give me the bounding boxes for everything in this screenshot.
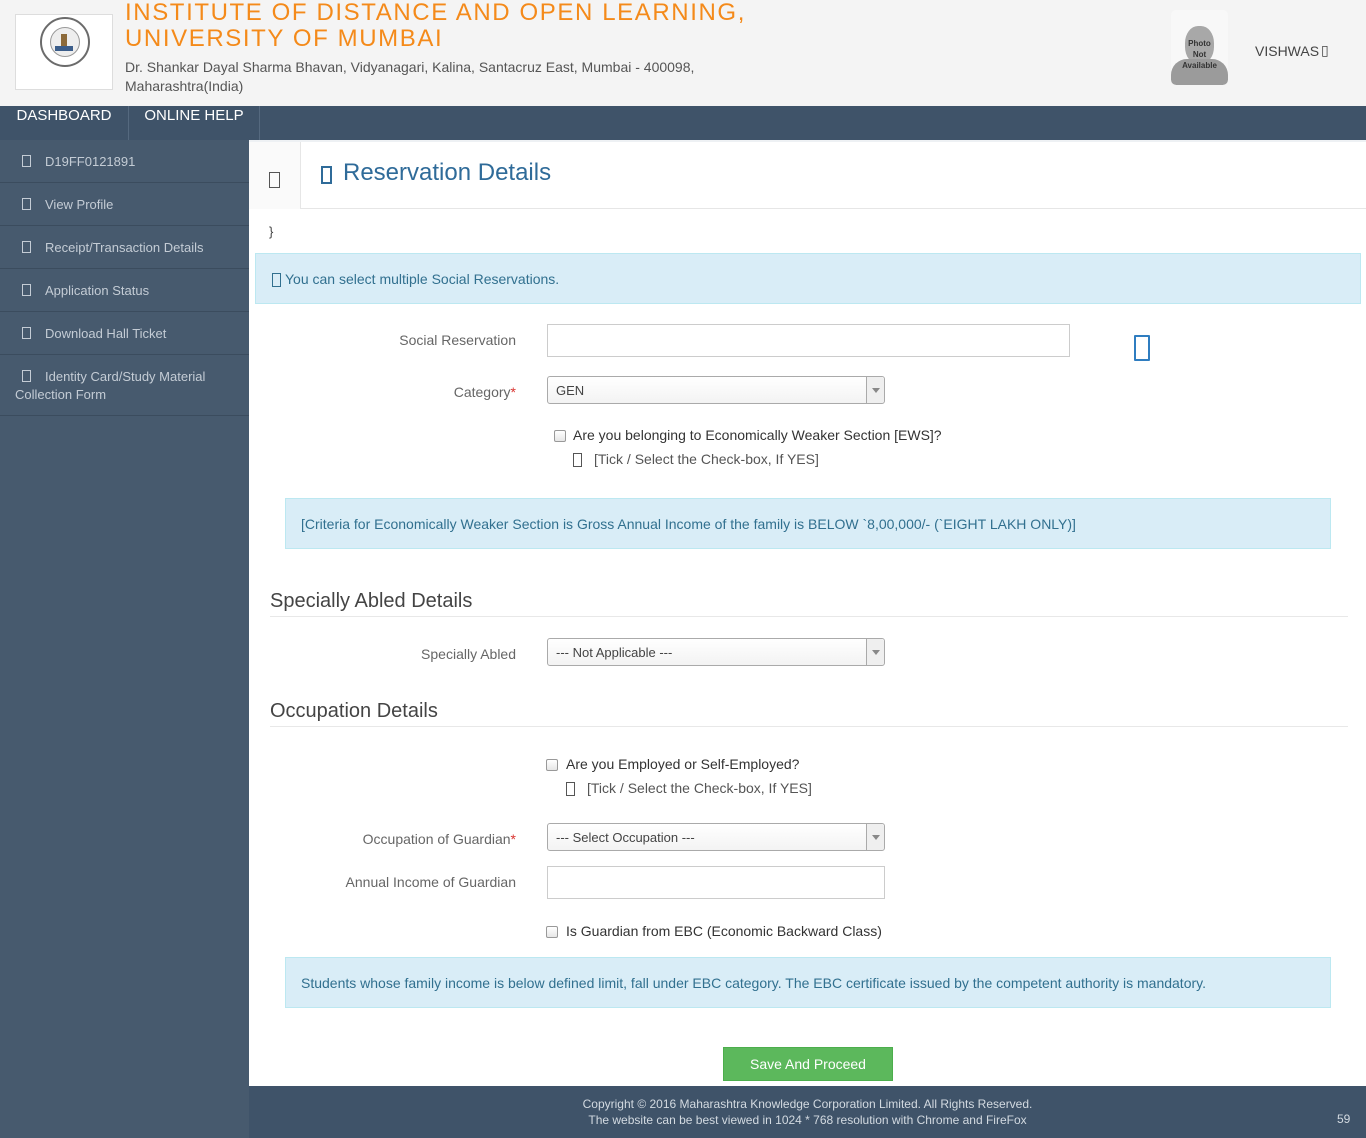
page-header <box>249 140 1366 209</box>
status-icon <box>22 284 31 296</box>
ebc-info-alert <box>285 957 1331 1008</box>
sidebar-item-label: Application Status <box>45 283 150 298</box>
site-footer <box>249 1086 1366 1138</box>
specially-abled-section-title: Specially Abled Details <box>270 590 1348 617</box>
university-logo <box>15 14 113 90</box>
user-icon <box>22 155 31 167</box>
guardian-income-input[interactable] <box>547 866 885 899</box>
footer-browser-note: The website can be best viewed in 1024 * 768 resolution with Chrome and FireFox <box>588 1113 1027 1127</box>
employed-checkbox-label: Are you Employed or Self-Employed? <box>566 756 800 772</box>
nav-online-help-label: ONLINE HELP <box>144 107 244 124</box>
add-reservation-icon[interactable] <box>1134 335 1150 361</box>
chevron-down-icon <box>866 824 884 850</box>
ews-checkbox[interactable] <box>554 430 566 442</box>
chevron-down-icon <box>866 639 884 665</box>
hand-pointer-icon <box>573 453 582 467</box>
required-marker: * <box>510 831 516 847</box>
sidebar-item-label: Identity Card/Study Material <box>45 369 206 384</box>
nav-dashboard-label: DASHBOARD <box>16 107 112 124</box>
employed-hint <box>566 780 812 796</box>
employed-hint-text: [Tick / Select the Check-box, If YES] <box>587 780 812 796</box>
sidebar-item-label: Download Hall Ticket <box>45 326 167 341</box>
institute-address <box>125 58 765 96</box>
info-alert-multiple-reservations <box>255 253 1361 304</box>
photo-placeholder-text: Photo Not Available <box>1182 39 1217 70</box>
page-title: Reservation Details <box>343 159 552 186</box>
address-line1: Dr. Shankar Dayal Sharma Bhavan, Vidyanagari, Kalina, Santacruz East, Mumbai - 400098, <box>125 59 695 75</box>
hand-pointer-icon <box>566 782 575 796</box>
menu-toggle-button[interactable] <box>249 142 301 209</box>
ebc-info-text: Students whose family income is below defined limit, fall under EBC category. The EBC certificate issued by the competent authority is mandatory. <box>301 975 1206 991</box>
address-line2: Maharashtra(India) <box>125 78 244 94</box>
social-reservation-input[interactable] <box>547 324 1070 357</box>
institute-title-line1: INSTITUTE OF DISTANCE AND OPEN LEARNING, <box>125 0 746 26</box>
ews-checkbox-label: Are you belonging to Economically Weaker Section [EWS]? <box>573 427 942 443</box>
sidebar-item-view-profile[interactable] <box>0 183 249 226</box>
user-photo-placeholder <box>1171 10 1228 85</box>
guardian-income-label: Annual Income of Guardian <box>345 874 516 890</box>
specially-abled-select[interactable] <box>547 638 885 666</box>
ews-hint-text: [Tick / Select the Check-box, If YES] <box>594 451 819 467</box>
footer-copyright: Copyright © 2016 Maharashtra Knowledge Corporation Limited. All Rights Reserved. <box>582 1097 1033 1111</box>
nav-online-help[interactable] <box>129 106 260 140</box>
nav-dashboard[interactable] <box>0 106 129 140</box>
top-navigation <box>0 106 1366 140</box>
specially-abled-label: Specially Abled <box>421 646 516 662</box>
main-content <box>249 140 1366 1086</box>
info-alert-text: You can select multiple Social Reservations. <box>285 271 560 287</box>
ebc-checkbox-label: Is Guardian from EBC (Economic Backward Class) <box>566 923 882 939</box>
sidebar-item-label: D19FF0121891 <box>45 154 136 169</box>
required-marker: * <box>510 384 516 400</box>
sidebar-item-label-line2: Collection Form <box>15 387 107 402</box>
chevron-down-icon <box>866 377 884 403</box>
id-card-icon <box>22 370 31 382</box>
category-select[interactable] <box>547 376 885 404</box>
ews-criteria-alert <box>285 498 1331 549</box>
reservation-icon <box>321 166 332 184</box>
category-select-value: GEN <box>556 383 585 398</box>
guardian-occupation-select[interactable] <box>547 823 885 851</box>
sidebar-item-hall-ticket[interactable] <box>0 312 249 355</box>
sidebar-item-receipt[interactable] <box>0 226 249 269</box>
category-label: Category* <box>453 384 516 400</box>
occupation-section-title: Occupation Details <box>270 700 1348 727</box>
specially-abled-select-value: --- Not Applicable --- <box>556 645 673 660</box>
sidebar-item-identity-card[interactable] <box>0 355 249 416</box>
guardian-occupation-select-value: --- Select Occupation --- <box>556 830 695 845</box>
save-and-proceed-button[interactable]: Save And Proceed <box>723 1047 893 1081</box>
site-header <box>0 0 1366 106</box>
social-reservation-label: Social Reservation <box>399 332 516 348</box>
menu-icon <box>269 172 280 188</box>
sidebar <box>0 140 249 1138</box>
ebc-checkbox[interactable] <box>546 926 558 938</box>
footer-number: 59 <box>1337 1112 1351 1126</box>
sidebar-item-application-id[interactable] <box>0 140 249 183</box>
guardian-occupation-label: Occupation of Guardian* <box>362 831 516 847</box>
sidebar-item-label: Receipt/Transaction Details <box>45 240 204 255</box>
profile-icon <box>22 198 31 210</box>
logo-seal <box>40 17 90 67</box>
user-menu-name[interactable]: VISHWAS <box>1255 43 1320 59</box>
ews-hint <box>573 451 819 467</box>
info-icon <box>272 273 281 287</box>
institute-title-line2: UNIVERSITY OF MUMBAI <box>125 25 444 52</box>
sidebar-item-label: View Profile <box>45 197 114 212</box>
chevron-down-icon[interactable]: ▯ <box>1321 43 1329 59</box>
stray-text: } <box>269 224 274 239</box>
employed-checkbox[interactable] <box>546 759 558 771</box>
sidebar-item-application-status[interactable] <box>0 269 249 312</box>
receipt-icon <box>22 241 31 253</box>
download-icon <box>22 327 31 339</box>
ews-criteria-text: [Criteria for Economically Weaker Section is Gross Annual Income of the family is BELOW `8,00,000/- (`EIGHT LAKH ONLY)] <box>301 516 1076 532</box>
institute-title <box>125 0 746 52</box>
